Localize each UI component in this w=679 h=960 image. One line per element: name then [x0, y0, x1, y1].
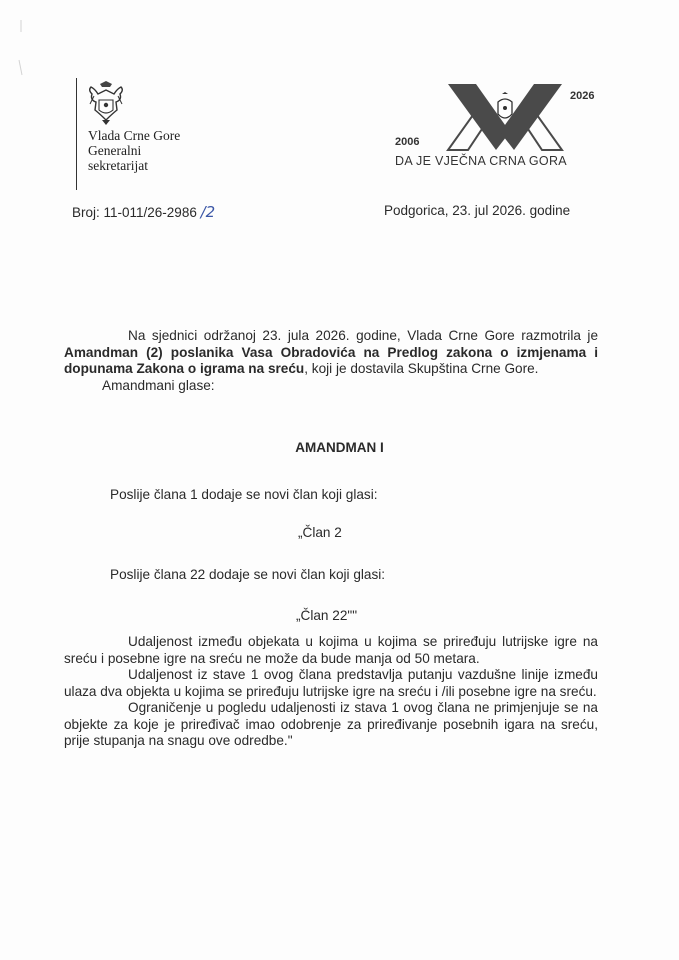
article-paragraph-2: Udaljenost iz stave 1 ovog člana predstavlja putanju vazdušne linije između ulaza dva objekta u kojima se priređuju lutrijske igre na sreću i /ili posebne igre na sreću.: [64, 667, 598, 699]
org-department: Generalni: [88, 143, 142, 158]
intro-bold-title: Amandman (2) poslanika Vasa Obradovića na Predlog zakona o izmjenama i dopunama Zakona o igrama na sreću: [64, 344, 598, 376]
reference-number-text: Broj: 11-011/26-2986: [72, 205, 197, 220]
jubilee-logo: [395, 82, 605, 172]
amendment-line-2: Poslije člana 22 dodaje se novi član koji glasi:: [110, 567, 386, 582]
amendments-intro: Amandmani glase:: [102, 377, 215, 393]
handwritten-suffix: /2: [200, 203, 216, 221]
org-department-2: sekretarijat: [88, 158, 148, 173]
jubilee-logo-icon: [440, 82, 570, 152]
org-name: Vlada Crne Gore: [88, 128, 181, 143]
article-paragraph-3: Ograničenje u pogledu udaljenosti iz stava 1 ovog člana ne primjenjuje se na objekte za koje je priređivač imao odobrenje za priređivanje posebnih igara na sreću, prije stupanja na snagu ove odredbe.": [64, 700, 598, 748]
article-title-1: „Član 2: [298, 525, 342, 540]
amendment-heading: AMANDMAN I: [295, 440, 384, 455]
article-paragraph-1: Udaljenost između objekata u kojima u kojima se priređuju lutrijske igre na sreću i posebne igre na sreću ne može da bude manja od 50 metara.: [64, 634, 598, 666]
header-divider: [76, 78, 77, 190]
intro-text-2: , koji je dostavila Skupština Crne Gore.: [304, 361, 539, 376]
article-body: [64, 634, 598, 750]
jubilee-motto: DA JE VJEČNA CRNA GORA: [395, 154, 567, 168]
staple-marks: [16, 20, 26, 90]
document-date: Podgorica, 23. jul 2026. godine: [384, 203, 571, 218]
amendment-line-1: Poslije člana 1 dodaje se novi član koji glasi:: [110, 487, 378, 502]
article-title-2: „Član 22"": [296, 608, 358, 623]
reference-number: [72, 203, 215, 221]
jubilee-year-end: 2026: [570, 90, 595, 102]
coat-of-arms-icon: [86, 80, 126, 126]
organization-block: [88, 128, 180, 173]
intro-text-1: Na sjednici održanoj 23. jula 2026. godine, Vlada Crne Gore razmotrila je: [128, 328, 598, 343]
intro-paragraph: [64, 328, 598, 394]
jubilee-year-start: 2006: [395, 136, 420, 148]
